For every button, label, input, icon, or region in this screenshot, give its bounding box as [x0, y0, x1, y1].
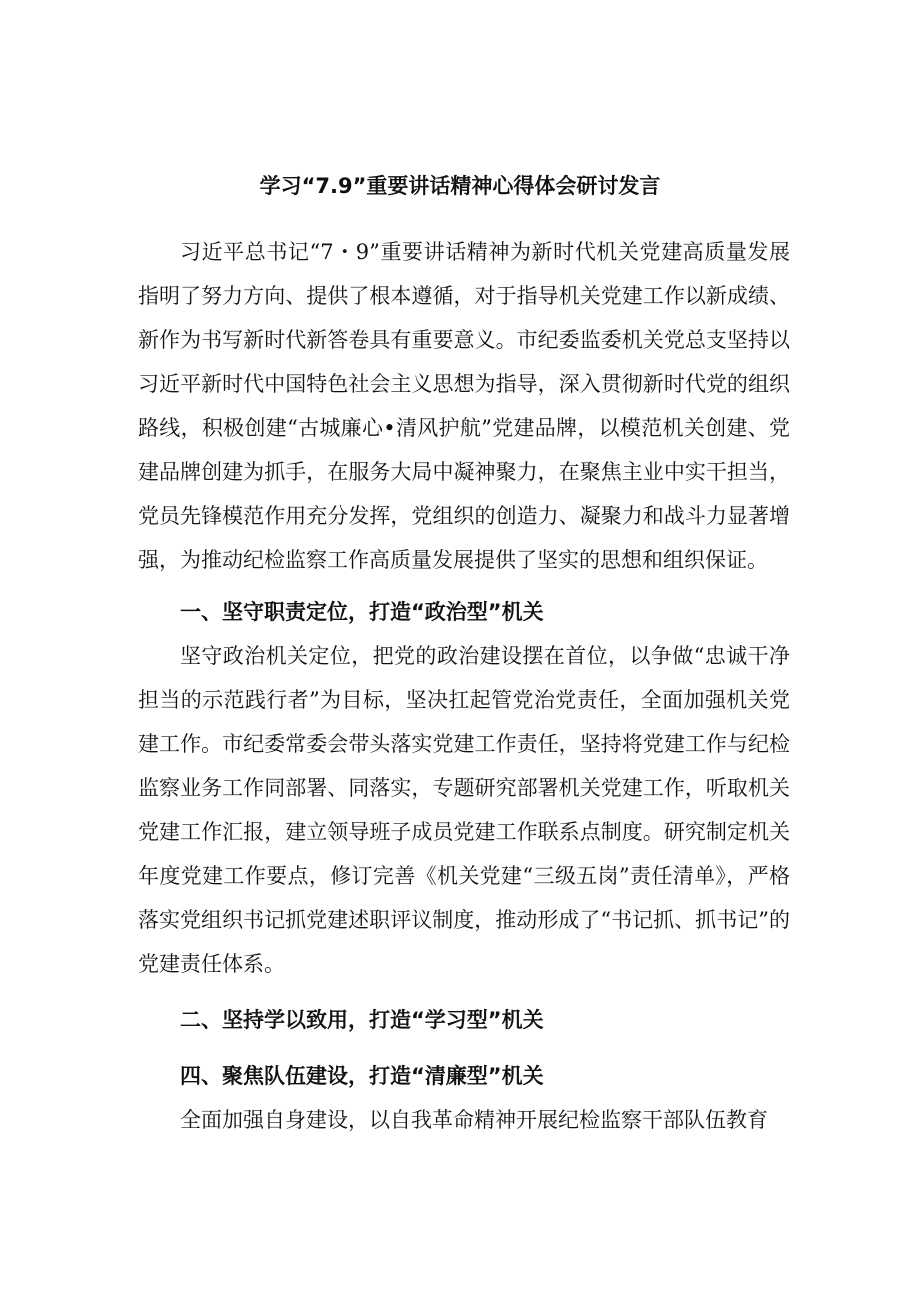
section-4-heading: 四、聚焦队伍建设，打造“清廉型”机关 [180, 1064, 544, 1088]
section-2-heading: 二、坚持学以致用，打造“学习型”机关 [180, 1008, 544, 1032]
section-1-heading: 一、坚守职责定位，打造“政治型”机关 [180, 600, 544, 624]
intro-paragraph: 习近平总书记“7・9”重要讲话精神为新时代机关党建高质量发展指明了努力方向、提供了根本遵循，对于指导机关党建工作以新成绩、新作为书写新时代新答卷具有重要意义。市纪委监委机关党总支坚持以习近平新时代中国特色社会主义思想为指导，深入贯彻新时代党的组织路线，积极创建“古城廉心•清风护航”党建品牌，以模范机关创建、党建品牌创建为抓手，在服务大局中凝神聚力，在聚焦主业中实干担当，党员先锋模范作用充分发挥，党组织的创造力、凝聚力和战斗力显著增强，为推动纪检监察工作高质量发展提供了坚实的思想和组织保证。 [138, 240, 790, 572]
document-title: 学习“7.9”重要讲话精神心得体会研讨发言 [259, 174, 661, 198]
section-4-paragraph: 全面加强自身建设，以自我革命精神开展纪检监察干部队伍教育 [180, 1108, 768, 1132]
section-1-paragraph: 坚守政治机关定位，把党的政治建设摆在首位，以争做“忠诚干净担当的示范践行者”为目标，坚决扛起管党治党责任，全面加强机关党建工作。市纪委常委会带头落实党建工作责任，坚持将党建工作与纪检监察业务工作同部署、同落实，专题研究部署机关党建工作，听取机关党建工作汇报，建立领导班子成员党建工作联系点制度。研究制定机关年度党建工作要点，修订完善《机关党建“三级五岗”责任清单》，严格落实党组织书记抓党建述职评议制度，推动形成了“书记抓、抓书记”的党建责任体系。 [138, 644, 790, 976]
document-body [138, 230, 790, 1142]
